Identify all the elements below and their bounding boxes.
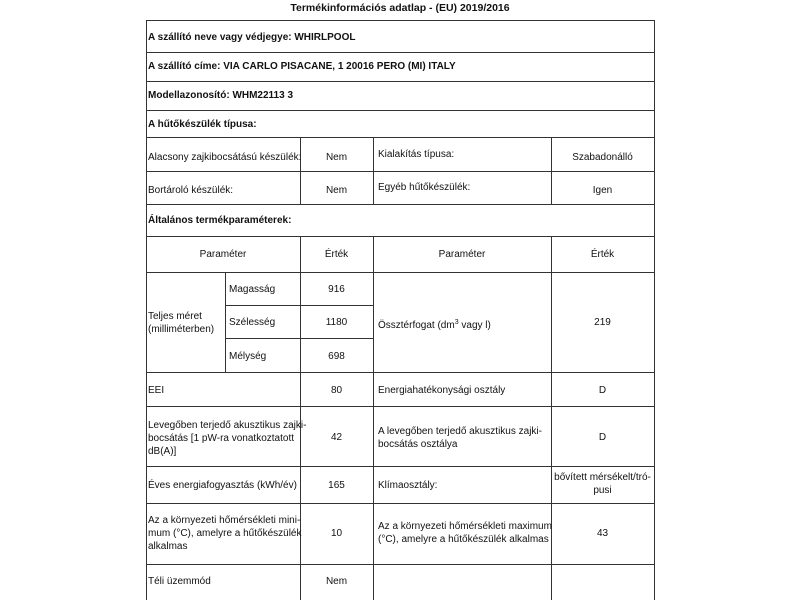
- row-divider: [146, 236, 654, 237]
- document-title: Termékinformációs adatlap - (EU) 2019/2016: [290, 2, 510, 14]
- supplier-name: A szállító neve vagy védjegye: WHIRLPOOL: [148, 32, 356, 43]
- wine-storage-label: Bortároló készülék:: [148, 185, 234, 196]
- noise-class-label-line2: bocsátás osztálya: [378, 439, 458, 450]
- dimensions-label-line2: (milliméterben): [148, 324, 215, 335]
- annual-energy-label: Éves energiafogyasztás (kWh/év): [148, 480, 297, 491]
- climate-class-label: Klímaosztály:: [378, 480, 438, 491]
- dimensions-label: [148, 310, 214, 336]
- depth-label: Mélység: [229, 351, 267, 362]
- max-temp-value: 43: [596, 528, 609, 539]
- row-divider: [146, 406, 654, 407]
- row-divider: [146, 564, 654, 565]
- row-divider: [146, 204, 654, 205]
- row-divider: [146, 503, 654, 504]
- row-divider: [146, 52, 654, 53]
- volume-label: [378, 316, 491, 332]
- supplier-address: A szállító címe: VIA CARLO PISACANE, 1 20016 PERO (MI) ITALY: [148, 61, 456, 72]
- row-divider: [146, 81, 654, 82]
- table-border-left: [146, 20, 147, 600]
- noise-class-label-line1: A levegőben terjedő akusztikus zajki-: [378, 426, 542, 437]
- energy-class-label: Energiahatékonysági osztály: [378, 385, 506, 396]
- col-divider: [373, 137, 374, 204]
- row-divider: [146, 20, 654, 21]
- other-refrigerator-value: Igen: [592, 185, 613, 196]
- wine-storage-value: Nem: [325, 185, 348, 196]
- row-divider: [225, 305, 373, 306]
- design-type-label: Kialakítás típusa:: [378, 149, 455, 160]
- row-divider: [146, 272, 654, 273]
- low-noise-label: Alacsony zajkibocsátású készülék:: [148, 152, 302, 163]
- min-temp-label-line3: alkalmas: [148, 541, 188, 552]
- header-parameter-2: Paraméter: [438, 249, 486, 260]
- climate-class-value: [551, 471, 654, 497]
- noise-label: [148, 419, 306, 458]
- min-temp-label: [148, 514, 302, 553]
- depth-value: 698: [328, 351, 345, 362]
- col-divider: [373, 236, 374, 600]
- eei-label: EEI: [148, 385, 165, 396]
- model-identifier: Modellazonosító: WHM22113 3: [148, 90, 294, 101]
- width-value: 1180: [325, 317, 348, 328]
- eei-value: 80: [330, 385, 343, 396]
- dimensions-label-line1: Teljes méret: [148, 311, 202, 322]
- noise-class-label: [378, 425, 542, 451]
- max-temp-label-line1: Az a környezeti hőmérsékleti maximum: [378, 521, 552, 532]
- noise-class-value: D: [598, 432, 607, 443]
- height-value: 916: [328, 284, 345, 295]
- min-temp-value: 10: [330, 528, 343, 539]
- type-heading: A hűtőkészülék típusa:: [148, 119, 257, 130]
- noise-label-line2: bocsátás [1 pW-ra vonatkoztatott: [148, 433, 295, 444]
- design-type-value: Szabadonálló: [572, 152, 633, 163]
- volume-label-pre: Össztérfogat (dm: [378, 320, 455, 331]
- row-divider: [225, 338, 373, 339]
- row-divider: [146, 110, 654, 111]
- row-divider: [146, 466, 654, 467]
- width-label: Szélesség: [229, 317, 276, 328]
- row-divider: [146, 137, 654, 138]
- noise-label-line1: Levegőben terjedő akusztikus zajki-: [148, 420, 307, 431]
- other-refrigerator-label: Egyéb hűtőkészülék:: [378, 182, 471, 193]
- col-divider: [225, 272, 226, 372]
- height-label: Magasság: [229, 284, 276, 295]
- climate-class-value-line1: bővített mérsékelt/tró-: [554, 472, 651, 483]
- max-temp-label: [378, 520, 552, 546]
- noise-value: 42: [330, 432, 343, 443]
- low-noise-value: Nem: [325, 152, 348, 163]
- row-divider: [146, 372, 654, 373]
- energy-class-value: D: [598, 385, 607, 396]
- volume-value: 219: [594, 317, 611, 328]
- climate-class-value-line2: pusi: [593, 485, 612, 496]
- header-parameter: Paraméter: [199, 249, 247, 260]
- volume-label-post: vagy l): [458, 320, 491, 331]
- params-heading: Általános termékparaméterek:: [148, 215, 292, 226]
- row-divider: [146, 171, 654, 172]
- noise-label-line3: dB(A)]: [148, 446, 177, 457]
- min-temp-label-line1: Az a környezeti hőmérsékleti mini-: [148, 515, 301, 526]
- winter-mode-value: Nem: [325, 576, 348, 587]
- volume-label-sup: 3: [454, 319, 459, 326]
- header-value-2: Érték: [590, 249, 615, 260]
- header-value: Érték: [324, 249, 349, 260]
- winter-mode-label: Téli üzemmód: [148, 576, 211, 587]
- max-temp-label-line2: (°C), amelyre a hűtőkészülék alkalmas: [378, 534, 549, 545]
- min-temp-label-line2: mum (°C), amelyre a hűtőkészülék: [148, 528, 302, 539]
- table-border-right: [654, 20, 655, 600]
- annual-energy-value: 165: [328, 480, 345, 491]
